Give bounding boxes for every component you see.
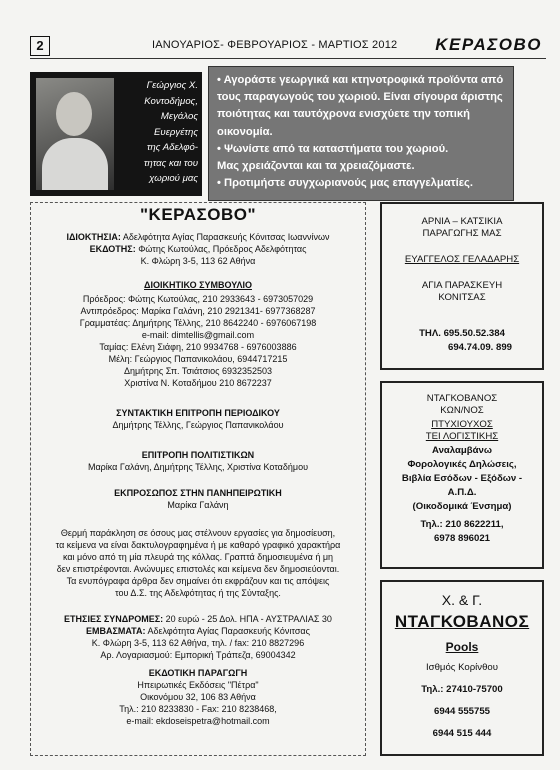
cultural-members: Μαρίκα Γαλάνη, Δημήτρης Τέλλης, Χριστίνα Κοταδήμου bbox=[87, 462, 309, 472]
page-header bbox=[30, 36, 546, 59]
info-line: τα κείμενα να είναι δακτυλογραφημένα ή με καθαρό γραφικό χαρακτήρα bbox=[55, 540, 341, 550]
ad2-phone: 6978 896021 bbox=[433, 533, 491, 544]
production-title: ΕΚΔΟΤΙΚΗ ΠΑΡΑΓΩΓΗ bbox=[148, 668, 248, 678]
ad3-phone: 6944 515 444 bbox=[432, 728, 492, 739]
production-line: Ηπειρωτικές Εκδόσεις "Πέτρα" bbox=[137, 680, 259, 690]
masthead-title: "ΚΕΡΑΣΟΒΟ" bbox=[139, 205, 256, 224]
ad2-phone: Τηλ.: 210 8622211, bbox=[420, 519, 504, 530]
board-email: e-mail: dimtellis@gmail.com bbox=[141, 330, 255, 340]
ad1-place: ΚΟΝΙΤΣΑΣ bbox=[438, 292, 486, 303]
ad2-service: Α.Π.Δ. bbox=[447, 487, 477, 498]
info-line: Θερμή παράκληση σε όσους μας στέλνουν εργασίες για δημοσίευση, bbox=[60, 528, 336, 538]
publication-brand: ΚΕΡΑΣΟΒΟ bbox=[435, 35, 542, 54]
buy-local-notice bbox=[208, 66, 514, 201]
info-line: του Δ.Σ. της Αδελφότητας ή της Σύνταξης. bbox=[115, 588, 281, 598]
ad3-pools: Pools bbox=[445, 640, 479, 654]
notice-line: Μας χρειάζονται και τα χρειαζόμαστε. bbox=[217, 160, 415, 173]
remittance-address: Κ. Φλώρη 3-5, 113 62 Αθήνα, τηλ. / fax: 210 8827296 bbox=[91, 638, 305, 648]
ad2-name: ΝΤΑΓΚΟΒΑΝΟΣ bbox=[426, 393, 498, 404]
owner-line: ΙΔΙΟΚΤΗΣΙΑ: Αδελφότητα Αγίας Παρασκευής Κόνιτσας Ιωαννίνων bbox=[66, 232, 330, 242]
ad1-phone: ΤΗΛ. 695.50.52.384 bbox=[419, 328, 505, 339]
board-member: Αντιπρόεδρος: Μαρίκα Γαλάνη, 210 2921341- 6977368287 bbox=[80, 306, 316, 316]
board-member: Δημήτρης Σπ. Τσιάτσιος 6932352503 bbox=[123, 366, 273, 376]
ad2-degree: ΠΤΥΧΙΟΥΧΟΣ bbox=[431, 419, 493, 430]
ad3-brand: ΝΤΑΓΚΟΒΑΝΟΣ bbox=[394, 612, 530, 631]
info-line: δεν επιστρέφονται. Ανώνυμες επιστολές και κείμενα δεν δημοσιεύονται. bbox=[56, 564, 340, 574]
notice-line: ποιότητας και ταυτόχρονα ενισχύετε την τοπική bbox=[217, 108, 470, 121]
production-email: e-mail: ekdoseispetra@hotmail.com bbox=[126, 716, 270, 726]
info-line: Τα ενυπόγραφα άρθρα δεν σημαίνει ότι εκφράζουν και τις απόψεις bbox=[66, 576, 330, 586]
benefactor-photo-box bbox=[30, 72, 202, 196]
ad1-place: ΑΓΙΑ ΠΑΡΑΣΚΕΥΗ bbox=[421, 280, 503, 291]
ad3-initials: Χ. & Γ. bbox=[441, 592, 483, 608]
ad-pools bbox=[380, 580, 544, 756]
notice-line: οικονομία. bbox=[217, 125, 273, 138]
ad2-service: Βιβλία Εσόδων - Εξόδων - bbox=[401, 473, 523, 484]
address-line: Κ. Φλώρη 3-5, 113 62 Αθήνα bbox=[140, 256, 256, 266]
board-member: Γραμματέας: Δημήτρης Τέλλης, 210 8642240 - 6976067198 bbox=[79, 318, 317, 328]
ad3-phone: Τηλ.: 27410-75700 bbox=[421, 684, 503, 695]
issue-date: ΙΑΝΟΥΑΡΙΟΣ- ΦΕΒΡΟΥΑΡΙΟΣ - ΜΑΡΤΙΟΣ 2012 bbox=[152, 39, 398, 51]
editorial-title: ΣΥΝΤΑΚΤΙΚΗ ΕΠΙΤΡΟΠΗ ΠΕΡΙΟΔΙΚΟΥ bbox=[116, 408, 280, 418]
info-line: και μόνο από τη μία πλευρά της κόλλας. Γραπτά δημοσιευμένα ή μη bbox=[62, 552, 334, 562]
publisher-line: ΕΚΔΟΤΗΣ: Φώτης Κωτούλας, Πρόεδρος Αδελφότητας bbox=[89, 244, 307, 254]
ad1-phone: 694.74.09. 899 bbox=[447, 342, 513, 353]
notice-line: • Ψωνίστε από τα καταστήματα του χωριού. bbox=[217, 142, 449, 155]
masthead-box bbox=[30, 202, 366, 756]
ad2-name: ΚΩΝ/ΝΟΣ bbox=[440, 405, 484, 416]
ad2-degree: ΤΕΙ ΛΟΓΙΣΤΙΚΗΣ bbox=[425, 431, 499, 442]
ad-accountant bbox=[380, 381, 544, 569]
benefactor-photo bbox=[36, 78, 114, 190]
representative-name: Μαρίκα Γαλάνη bbox=[167, 500, 229, 510]
ad1-title: ΑΡΝΙΑ – ΚΑΤΣΙΚΙΑ bbox=[421, 216, 503, 227]
photo-caption: Γεώργιος Χ. Κοντοδήμος, Μεγάλος Ευεργέτης της Αδελφό- τητας και του χωριού μας bbox=[143, 80, 198, 184]
notice-line: • Προτιμήστε συγχωριανούς μας επαγγελματίες. bbox=[217, 177, 473, 190]
ad-lambs-goats bbox=[380, 202, 544, 370]
page-number: 2 bbox=[30, 36, 50, 56]
remittances-line: ΕΜΒΑΣΜΑΤΑ: Αδελφότητα Αγίας Παρασκευής Κόνιτσας bbox=[86, 626, 310, 636]
bank-account: Αρ. Λογαριασμού: Εμπορική Τράπεζα, 69004342 bbox=[100, 650, 296, 660]
ad2-service: Αναλαμβάνω bbox=[432, 445, 492, 456]
subscriptions-line: ΕΤΗΣΙΕΣ ΣΥΝΔΡΟΜΕΣ: 20 ευρώ - 25 Δολ. ΗΠΑ - ΑΥΣΤΡΑΛΙΑΣ 30 bbox=[64, 614, 332, 624]
notice-line: • Αγοράστε γεωργικά και κτηνοτροφικά προϊόντα από bbox=[217, 74, 504, 86]
ad1-title: ΠΑΡΑΓΩΓΗΣ ΜΑΣ bbox=[422, 228, 502, 239]
ad2-service: Φορολογικές Δηλώσεις, bbox=[407, 459, 517, 470]
notice-line: τους παραγωγούς του χωριού. Είναι σίγουρα άριστης bbox=[217, 91, 503, 104]
board-member: Ταμίας: Ελένη Σιάφη, 210 9934768 - 6976003886 bbox=[99, 342, 297, 352]
ad3-place: Ισθμός Κορίνθου bbox=[426, 662, 498, 673]
board-title: ΔΙΟΙΚΗΤΙΚΟ ΣΥΜΒΟΥΛΙΟ bbox=[144, 280, 252, 290]
ad1-name: ΕΥΑΓΓΕΛΟΣ ΓΕΛΑΔΑΡΗΣ bbox=[404, 254, 520, 265]
production-line: Οικονόμου 32, 106 83 Αθήνα bbox=[140, 692, 256, 702]
board-member: Μέλη: Γεώργιος Παπανικολάου, 6944717215 bbox=[108, 354, 288, 364]
board-member: Χριστίνα Ν. Κοταδήμου 210 8672237 bbox=[124, 378, 272, 388]
cultural-title: ΕΠΙΤΡΟΠΗ ΠΟΛΙΤΙΣΤΙΚΩΝ bbox=[141, 450, 255, 460]
representative-title: ΕΚΠΡΟΣΩΠΟΣ ΣΤΗΝ ΠΑΝΗΠΕΙΡΩΤΙΚΗ bbox=[114, 488, 282, 498]
editorial-members: Δημήτρης Τέλλης, Γεώργιος Παπανικολάου bbox=[112, 420, 284, 430]
ad3-phone: 6944 555755 bbox=[433, 706, 491, 717]
production-line: Τηλ.: 210 8233830 - Fax: 210 8238468, bbox=[119, 704, 277, 714]
board-member: Πρόεδρος: Φώτης Κωτούλας, 210 2933643 - 6973057029 bbox=[82, 294, 314, 304]
ad2-service: (Οικοδομικά Ένσημα) bbox=[412, 501, 512, 512]
